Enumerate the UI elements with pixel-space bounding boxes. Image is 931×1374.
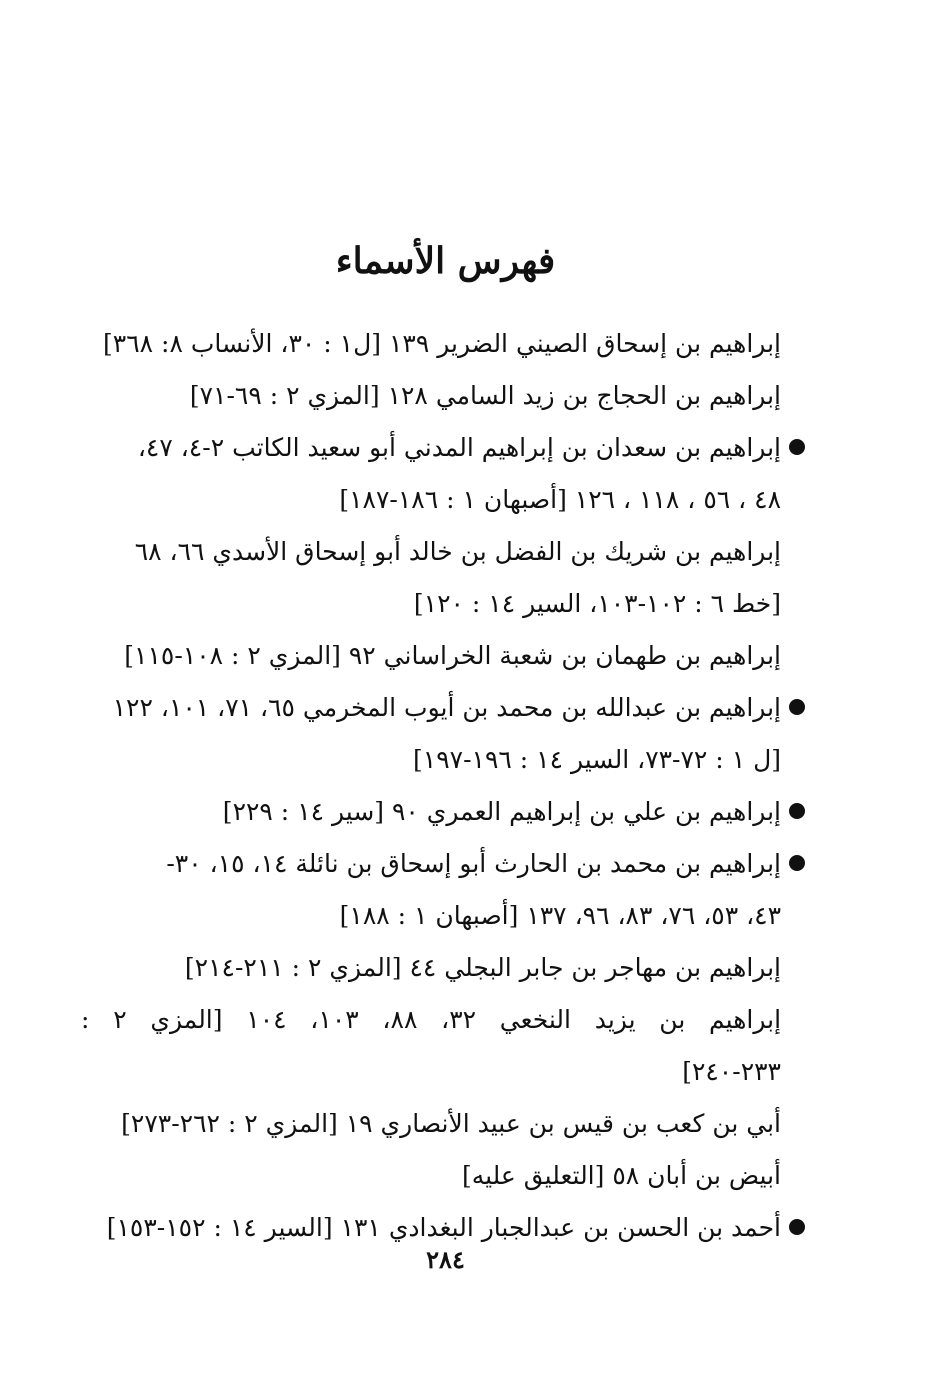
entry-line: أحمد بن الحسن بن عبدالجبار البغدادي ١٣١ [السير ١٤ : ١٥٢-١٥٣] — [106, 1213, 781, 1242]
entry-line: إبراهيم بن سعدان بن إبراهيم المدني أبو سعيد الكاتب ٢-٤، ٤٧، — [137, 433, 781, 462]
entry-line-continuation: [ل ١ : ٧٢-٧٣، السير ١٤ : ١٩٦-١٩٧] — [413, 745, 781, 774]
index-entry — [81, 422, 781, 526]
index-entry — [81, 1150, 781, 1202]
index-entry — [81, 994, 781, 1098]
index-entry — [81, 630, 781, 682]
index-entry — [81, 682, 781, 786]
entry-line: إبراهيم بن إسحاق الصيني الضرير ١٣٩ [ل١ : ٣٠، الأنساب ٨: ٣٦٨] — [103, 329, 781, 358]
index-entry — [81, 838, 781, 942]
index-entries — [81, 318, 781, 1254]
bullet-marker-icon — [789, 803, 805, 819]
index-entry — [81, 1098, 781, 1150]
index-entry — [81, 526, 781, 630]
entry-line: إبراهيم بن يزيد النخعي ٣٢، ٨٨، ١٠٣، ١٠٤ [المزي ٢ : — [81, 1005, 781, 1034]
entry-line-continuation: ٤٣، ٥٣، ٧٦، ٨٣، ٩٦، ١٣٧ [أصبهان ١ : ١٨٨] — [339, 901, 781, 930]
entry-line: إبراهيم بن عبدالله بن محمد بن أيوب المخرمي ٦٥، ٧١، ١٠١، ١٢٢ — [112, 693, 781, 722]
bullet-marker-icon — [789, 439, 805, 455]
index-entry — [81, 942, 781, 994]
entry-line-continuation: ٢٣٣-٢٤٠] — [682, 1057, 781, 1086]
entry-line: أبي بن كعب بن قيس بن عبيد الأنصاري ١٩ [المزي ٢ : ٢٦٢-٢٧٣] — [121, 1109, 781, 1138]
entry-line: أبيض بن أبان ٥٨ [التعليق عليه] — [461, 1161, 781, 1190]
page-number: ٢٨٤ — [426, 1245, 465, 1274]
entry-line: إبراهيم بن محمد بن الحارث أبو إسحاق بن نائلة ١٤، ١٥، ٣٠- — [166, 849, 781, 878]
entry-line: إبراهيم بن شريك بن الفضل بن خالد أبو إسحاق الأسدي ٦٦، ٦٨ — [134, 537, 781, 566]
bullet-marker-icon — [789, 1219, 805, 1235]
entry-line: إبراهيم بن الحجاج بن زيد السامي ١٢٨ [المزي ٢ : ٦٩-٧١] — [189, 381, 781, 410]
entry-line: إبراهيم بن مهاجر بن جابر البجلي ٤٤ [المزي ٢ : ٢١١-٢١٤] — [184, 953, 781, 982]
bullet-marker-icon — [789, 699, 805, 715]
index-entry — [81, 318, 781, 370]
index-entry — [81, 370, 781, 422]
entry-line: إبراهيم بن طهمان بن شعبة الخراساني ٩٢ [المزي ٢ : ١٠٨-١١٥] — [124, 641, 781, 670]
entry-line-continuation: ٤٨ ، ٥٦ ، ١١٨ ، ١٢٦ [أصبهان ١ : ١٨٦-١٨٧] — [339, 485, 781, 514]
entry-line-continuation: [خط ٦ : ١٠٢-١٠٣، السير ١٤ : ١٢٠] — [413, 589, 781, 618]
entry-line: إبراهيم بن علي بن إبراهيم العمري ٩٠ [سير ١٤ : ٢٢٩] — [222, 797, 781, 826]
page-title: فهرس الأسماء — [335, 240, 556, 282]
bullet-marker-icon — [789, 855, 805, 871]
index-entry — [81, 786, 781, 838]
